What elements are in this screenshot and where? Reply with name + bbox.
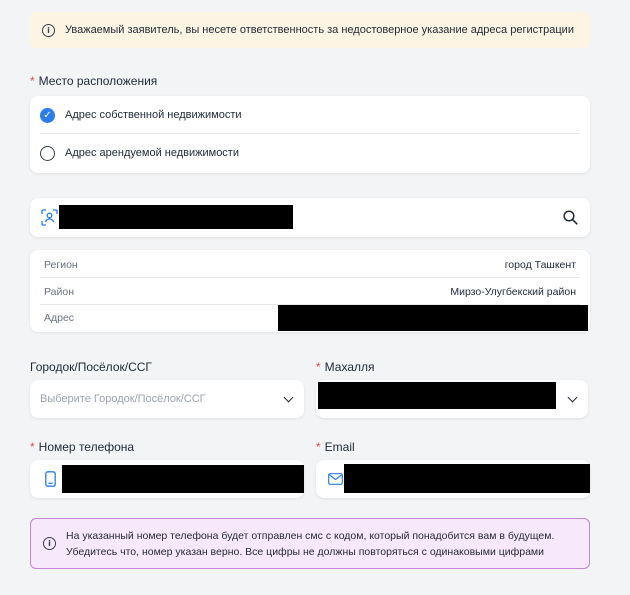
radio-label: Адрес арендуемой недвижимости [65,147,239,159]
sms-info-banner [30,518,590,569]
required-mark: * [316,440,321,454]
radio-label: Адрес собственной недвижимости [65,109,242,121]
required-mark: * [316,360,321,374]
location-label: * Место расположения [30,74,158,88]
radio-own-property[interactable] [30,96,590,134]
address-search-field[interactable] [30,198,590,237]
radio-checked-icon[interactable]: ✓ [40,108,55,123]
phone-icon [45,471,56,487]
mail-icon [328,473,343,485]
email-input[interactable] [316,460,590,498]
info-row-region [30,251,590,278]
redacted-email-value [344,464,590,493]
phone-label: * Номер телефона [30,440,135,454]
info-key: Регион [44,258,78,271]
warning-banner [30,12,590,48]
redacted-address-value [278,305,588,331]
search-icon[interactable] [563,210,578,225]
location-radio-group [30,96,590,173]
required-mark: * [30,74,35,88]
mahalla-label: * Махалля [316,360,375,374]
redacted-mahalla-value [318,382,556,409]
phone-input[interactable] [30,460,304,498]
address-info-card [30,250,590,332]
info-value: Мирзо-Улугбекский район [450,285,576,298]
redacted-search-value [59,205,293,229]
chevron-down-icon[interactable] [568,392,578,402]
info-value: город Ташкент [504,258,576,271]
info-icon: i [43,537,56,550]
info-icon: i [42,24,55,37]
radio-rented-property[interactable] [30,134,590,172]
radio-unchecked-icon[interactable] [40,146,55,161]
sms-info-line: Убедитесь что, номер указан верно. Все цифры не должны повторяться с одинаковыми цифрами [66,545,545,558]
town-select[interactable] [30,380,304,418]
town-label: Городок/Посёлок/ССГ [30,360,152,374]
required-mark: * [30,440,35,454]
sms-info-text [66,528,554,560]
town-placeholder: Выберите Городок/Посёлок/ССГ [40,393,206,405]
info-key: Район [44,285,74,298]
info-key: Адрес [44,311,75,324]
sms-info-line: На указанный номер телефона будет отправлен смс с кодом, который понадобится вам в будущем. [66,529,555,542]
redacted-phone-value [62,465,304,493]
scan-user-icon[interactable] [41,209,58,226]
warning-text: Уважаемый заявитель, вы несете ответственность за недостоверное указание адреса регистрации [65,24,574,36]
email-label: * Email [316,440,355,454]
chevron-down-icon[interactable] [284,392,294,402]
info-row-district [30,278,590,305]
mahalla-select[interactable] [316,380,588,418]
